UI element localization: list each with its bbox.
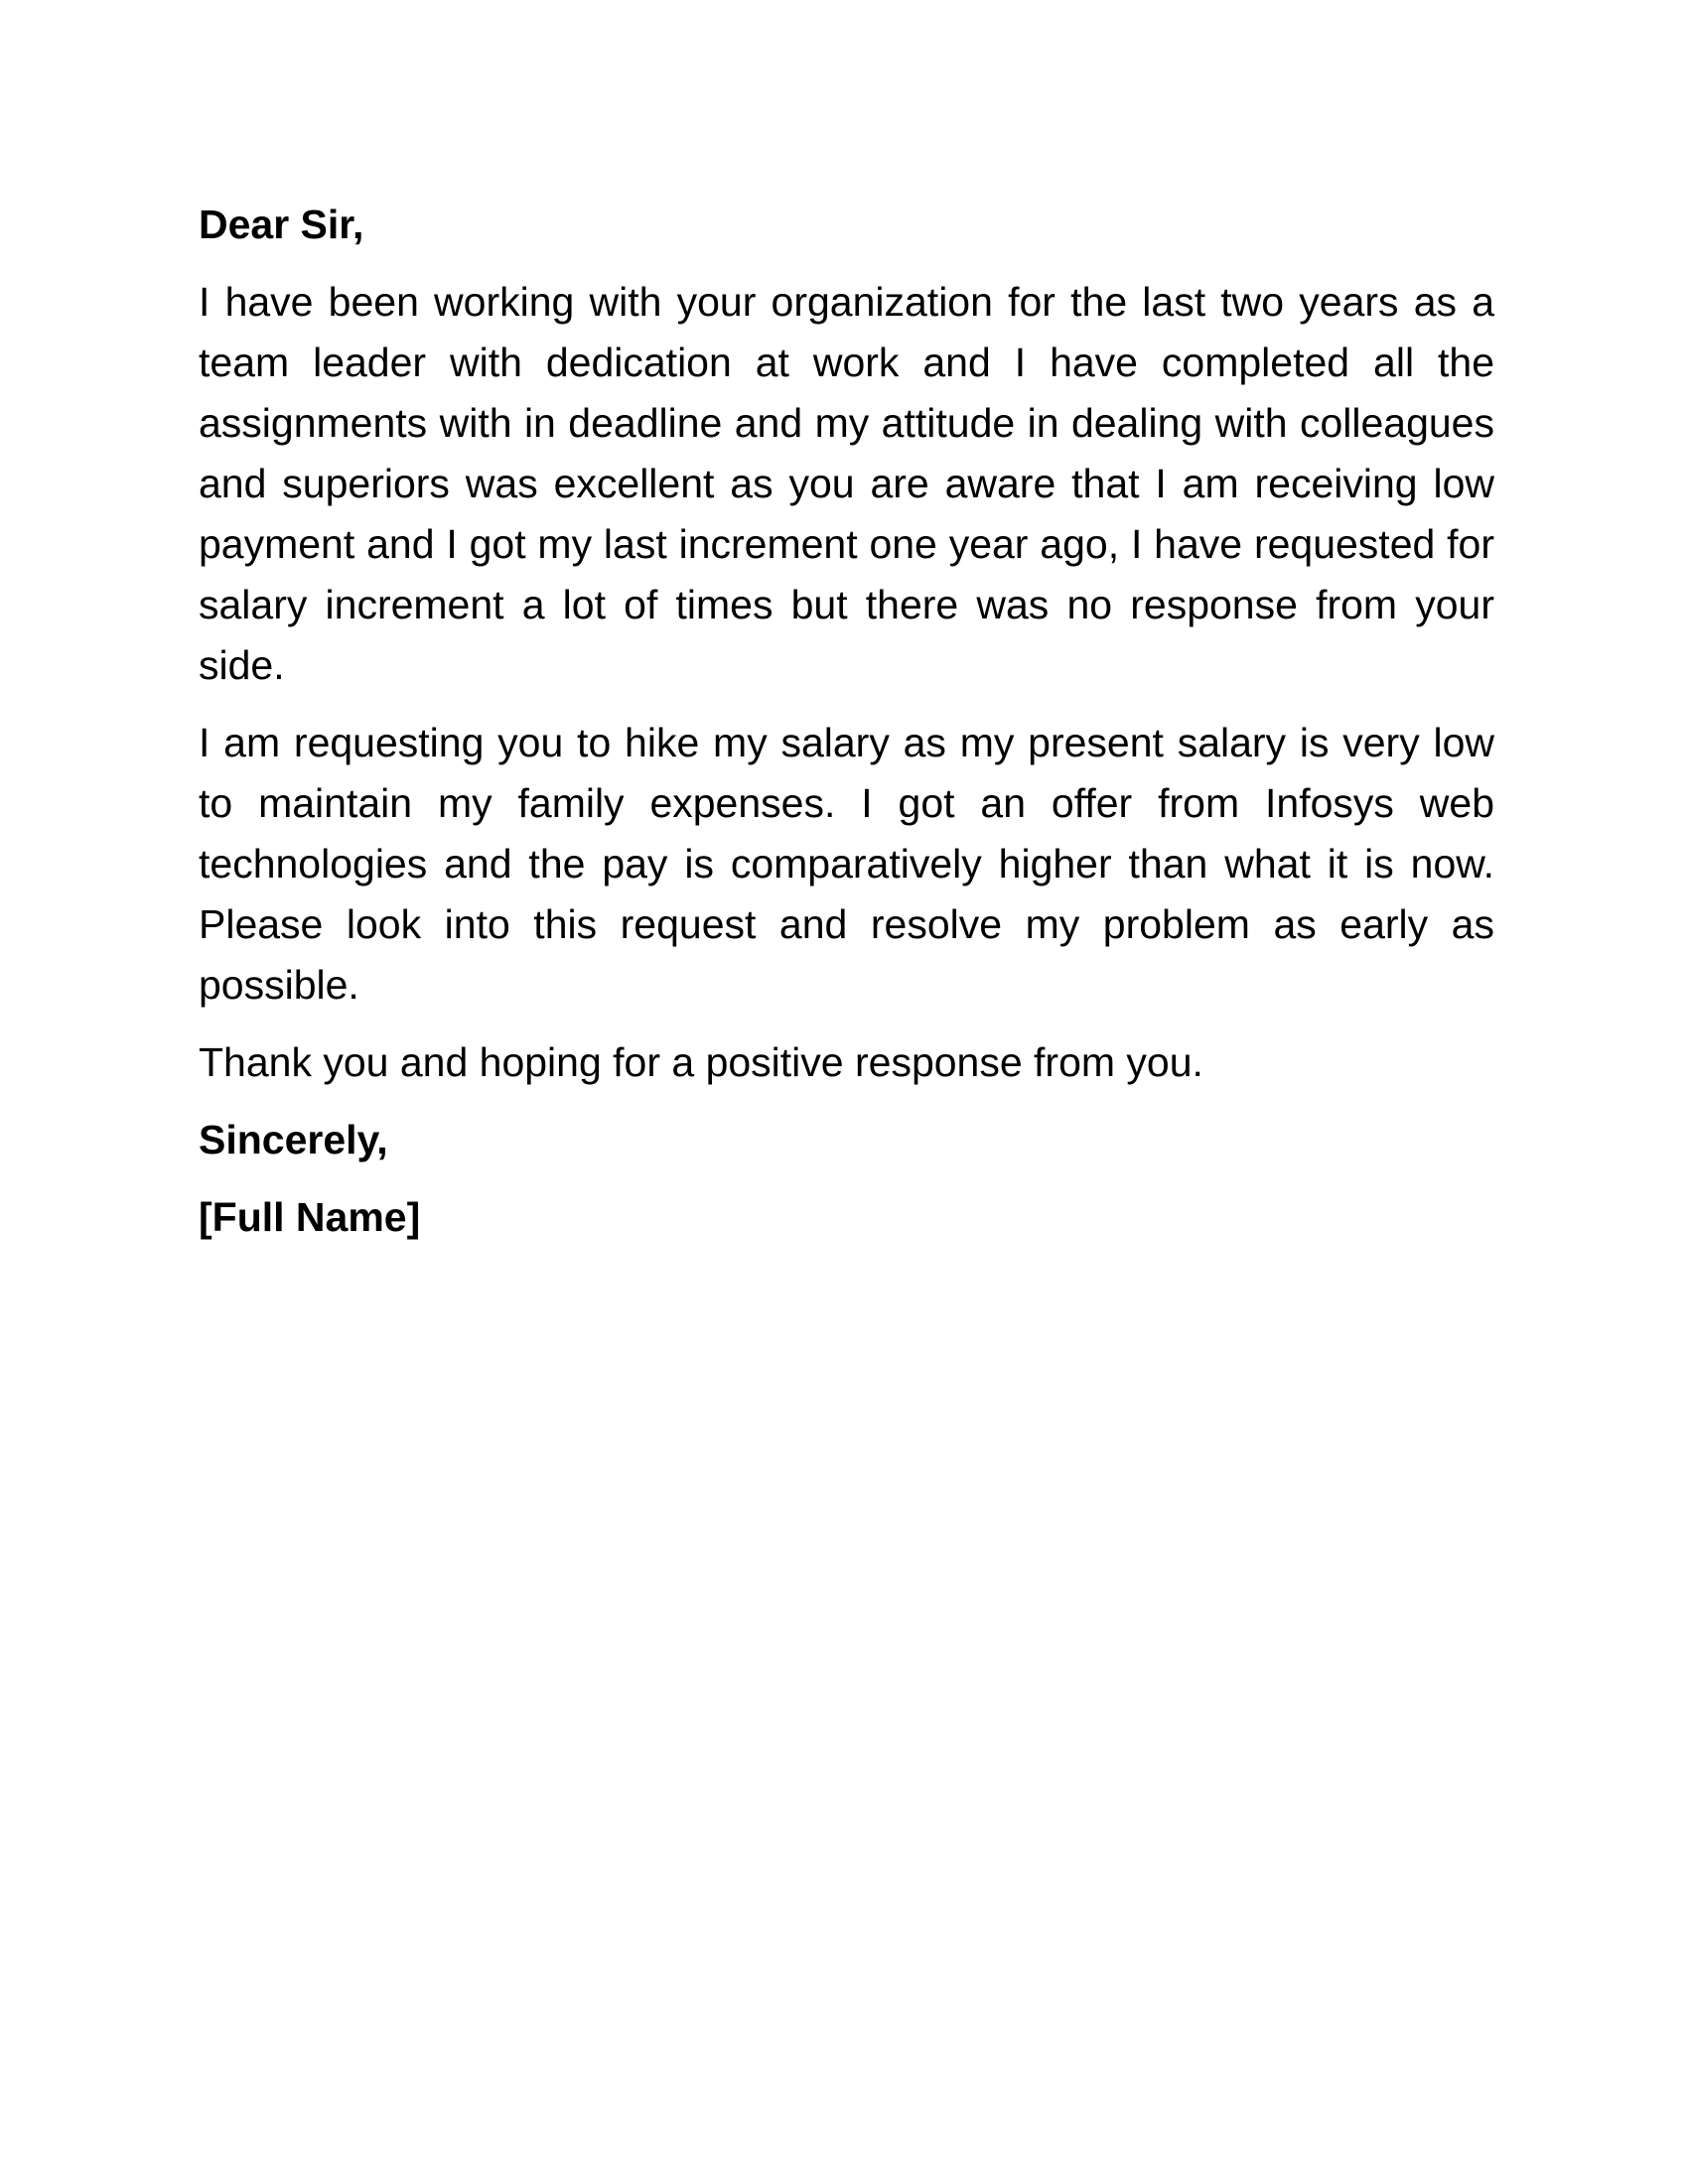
- salutation: Dear Sir,: [199, 202, 364, 247]
- signature: [Full Name]: [199, 1194, 421, 1240]
- body-paragraph-3: Thank you and hoping for a positive response from you.: [199, 1039, 1203, 1085]
- body-paragraph-2: I am requesting you to hike my salary as my present salary is very low to maintain my family expenses. I got an offer from Infosys web technologies and the pay is comparatively higher than what it is now. Please look into this request and resolve my problem as early as possible.: [199, 720, 1494, 1008]
- body-paragraph-1: I have been working with your organization for the last two years as a team leader with dedication at work and I have completed all the assignments with in deadline and my attitude in dealing with colleagues and superiors was excellent as you are aware that I am receiving low payment and I got my last increment one year ago, I have requested for salary increment a lot of times but there was no response from your side.: [199, 279, 1494, 688]
- letter-content: [199, 195, 1494, 1265]
- closing: Sincerely,: [199, 1117, 388, 1162]
